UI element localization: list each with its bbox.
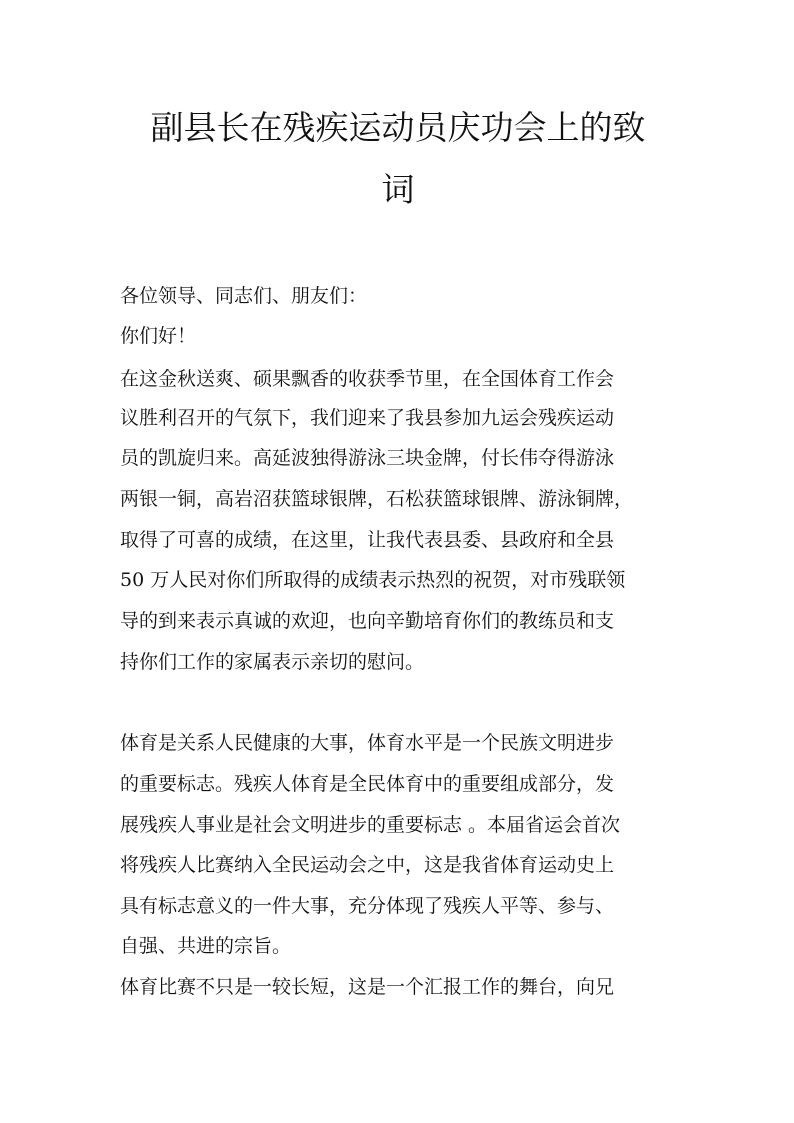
body-line: 50 万人民对你们所取得的成绩表示热烈的祝贺，对市残联领	[120, 569, 626, 591]
body-line: 你们好！	[120, 325, 197, 347]
body-line: 取得了可喜的成绩，在这里，让我代表县委、县政府和全县	[120, 529, 615, 551]
body-line: 议胜利召开的气氛下，我们迎来了我县参加九运会残疾运动	[120, 407, 615, 429]
body-line: 各位领导、同志们、朋友们：	[120, 285, 368, 307]
body-line: 体育比赛不只是一较长短，这是一个汇报工作的舞台，向兄	[120, 976, 615, 998]
body-line: 的重要标志。残疾人体育是全民体育中的重要组成部分，发	[120, 773, 615, 795]
body-line: 导的到来表示真诚的欢迎，也向辛勤培育你们的教练员和支	[120, 610, 615, 632]
body-line: 具有标志意义的一件大事，充分体现了残疾人平等、参与、	[120, 895, 615, 917]
body-line: 展残疾人事业是社会文明进步的重要标志 。本届省运会首次	[120, 814, 621, 836]
body-line: 体育是关系人民健康的大事，体育水平是一个民族文明进步	[120, 732, 615, 754]
document-title-line-2: 词	[381, 170, 415, 209]
body-line: 自强、共进的宗旨。	[120, 935, 292, 957]
body-line: 将残疾人比赛纳入全民运动会之中，这是我省体育运动史上	[120, 854, 615, 876]
body-line: 持你们工作的家属表示亲切的慰问。	[120, 651, 425, 673]
body-line: 在这金秋送爽、硕果飘香的收获季节里，在全国体育工作会	[120, 368, 615, 390]
body-line: 两银一铜，高岩沼获篮球银牌，石松获篮球银牌、游泳铜牌，	[120, 488, 634, 510]
body-line: 员的凯旋归来。高延波独得游泳三块金牌，付长伟夺得游泳	[120, 447, 615, 469]
document-title-line-1: 副县长在残疾运动员庆功会上的致	[150, 108, 646, 147]
